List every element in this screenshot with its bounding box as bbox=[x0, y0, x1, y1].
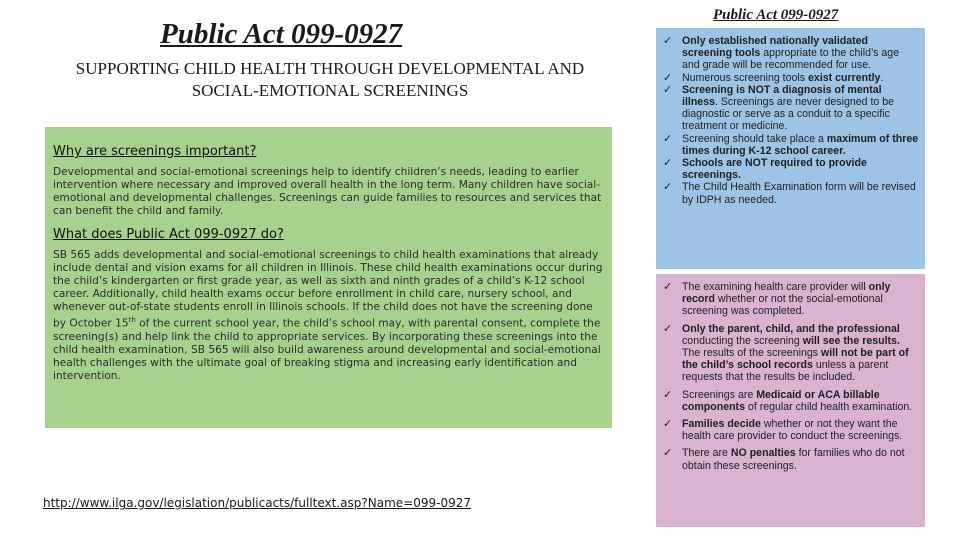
privacy-list bbox=[660, 281, 919, 472]
section-heading-what: What does Public Act 099-0927 do? bbox=[53, 227, 284, 242]
info-panel bbox=[45, 127, 612, 428]
check-icon: ✓ bbox=[663, 418, 673, 431]
key-points-panel bbox=[656, 28, 925, 269]
check-icon: ✓ bbox=[663, 281, 673, 293]
item-text: Screening should take place a bbox=[682, 132, 827, 145]
list-item bbox=[660, 84, 919, 133]
bold-text: Only the parent, child, and the professional bbox=[682, 322, 900, 335]
bold-text: only record bbox=[682, 281, 891, 306]
list-item bbox=[660, 418, 919, 442]
subtitle bbox=[40, 58, 620, 102]
section-body-why: Developmental and social-emotional screenings help to identify children’s needs, leading to earlier intervention where necessary and improved overall health in the long term. Many children have social-emotional and developmental challenges. Screenings can guide families to resources and services that can benefit the child and family. bbox=[53, 166, 602, 217]
item-text: whether or not they want the health care provider to conduct the screenings. bbox=[682, 418, 903, 443]
bold-text: will see the results. bbox=[802, 334, 900, 347]
bold-text: maximum of three times during K-12 school career. bbox=[682, 132, 919, 157]
body-text-part-b: of the current school year, the child’s school may, with parental consent, complete the screening(s) and help link the child to appropriate services. By incorporating these screenings into the child health examination, SB 565 will also build awareness around developmental and social-emotional health challenges with the ultimate goal of breaking stigma and increasing early identification and intervention. bbox=[53, 317, 601, 382]
item-text: . bbox=[880, 71, 884, 84]
right-title: Public Act 099-0927 bbox=[713, 7, 839, 23]
item-text: The results of the screenings bbox=[682, 347, 821, 360]
subtitle-line-2: SOCIAL-EMOTIONAL SCREENINGS bbox=[191, 81, 469, 100]
bold-text: exist currently bbox=[808, 71, 881, 84]
list-item bbox=[660, 389, 919, 413]
item-text: appropriate to the child’s age and grade will be recommended for use. bbox=[682, 47, 900, 72]
list-item bbox=[660, 447, 919, 471]
item-text: of regular child health examination. bbox=[744, 400, 913, 413]
check-icon: ✓ bbox=[663, 181, 673, 194]
item-text: conducting the screening bbox=[682, 334, 803, 347]
privacy-panel bbox=[656, 274, 925, 527]
bold-text: Only established nationally validated screening tools bbox=[682, 35, 869, 60]
item-text: Numerous screening tools bbox=[682, 71, 809, 84]
check-icon: ✓ bbox=[663, 71, 673, 84]
section-heading-why: Why are screenings important? bbox=[53, 144, 257, 159]
check-icon: ✓ bbox=[663, 388, 673, 401]
item-text: There are bbox=[682, 447, 731, 460]
item-text: unless a parent requests that the results be included. bbox=[682, 359, 889, 384]
bold-text: Schools are NOT required to provide screenings. bbox=[682, 157, 867, 182]
list-item bbox=[660, 133, 919, 157]
section-body-what bbox=[53, 249, 604, 383]
item-text: The Child Health Examination form will be revised by IDPH as needed. bbox=[682, 181, 916, 206]
item-text: The examining health care provider will bbox=[682, 281, 869, 293]
item-text: for families who do not obtain these screenings. bbox=[682, 447, 905, 472]
check-icon: ✓ bbox=[663, 322, 673, 335]
bold-text: Medicaid or ACA billable components bbox=[682, 388, 880, 413]
body-text-part-a: SB 565 adds developmental and social-emotional screenings to child health examinations that already include dental and vision exams for all children in Illinois. These child health examinations occur during the child’s kindergarten or first grade year, as well as sixth and ninth grades of a child’s K-12 school career. Additionally, child health exams occur before enrollment in child care, nursery school, and whenever out-of-state students enroll in Illinois schools. If the child does not have the screening done by October 15 bbox=[53, 249, 603, 330]
list-item bbox=[660, 323, 919, 384]
key-points-list bbox=[660, 35, 919, 206]
bold-text: will not be part of the child’s school records bbox=[682, 347, 909, 372]
list-item bbox=[660, 72, 919, 84]
subtitle-line-1: SUPPORTING CHILD HEALTH THROUGH DEVELOPMENTAL AND bbox=[75, 59, 585, 78]
bold-text: Families decide bbox=[682, 418, 761, 431]
check-icon: ✓ bbox=[663, 157, 673, 170]
bold-text: NO penalties bbox=[730, 447, 796, 460]
ordinal-suffix: th bbox=[128, 316, 136, 324]
item-text: whether or not the social-emotional screening was completed. bbox=[682, 293, 883, 318]
list-item bbox=[660, 181, 919, 205]
main-title: Public Act 099-0927 bbox=[160, 18, 403, 50]
item-text: . Screenings are never designed to be diagnostic or serve as a conduit to a specific treatment or medicine. bbox=[682, 96, 895, 133]
check-icon: ✓ bbox=[663, 132, 673, 145]
legislation-link[interactable]: http://www.ilga.gov/legislation/publicacts/fulltext.asp?Name=099-0927 bbox=[43, 496, 471, 510]
list-item bbox=[660, 157, 919, 181]
check-icon: ✓ bbox=[663, 83, 673, 96]
bold-text: Screening is NOT a diagnosis of mental illness bbox=[682, 83, 882, 109]
check-icon: ✓ bbox=[663, 35, 673, 47]
item-text: Screenings are bbox=[682, 388, 757, 401]
list-item bbox=[660, 35, 919, 72]
list-item bbox=[660, 281, 919, 318]
check-icon: ✓ bbox=[663, 447, 673, 460]
